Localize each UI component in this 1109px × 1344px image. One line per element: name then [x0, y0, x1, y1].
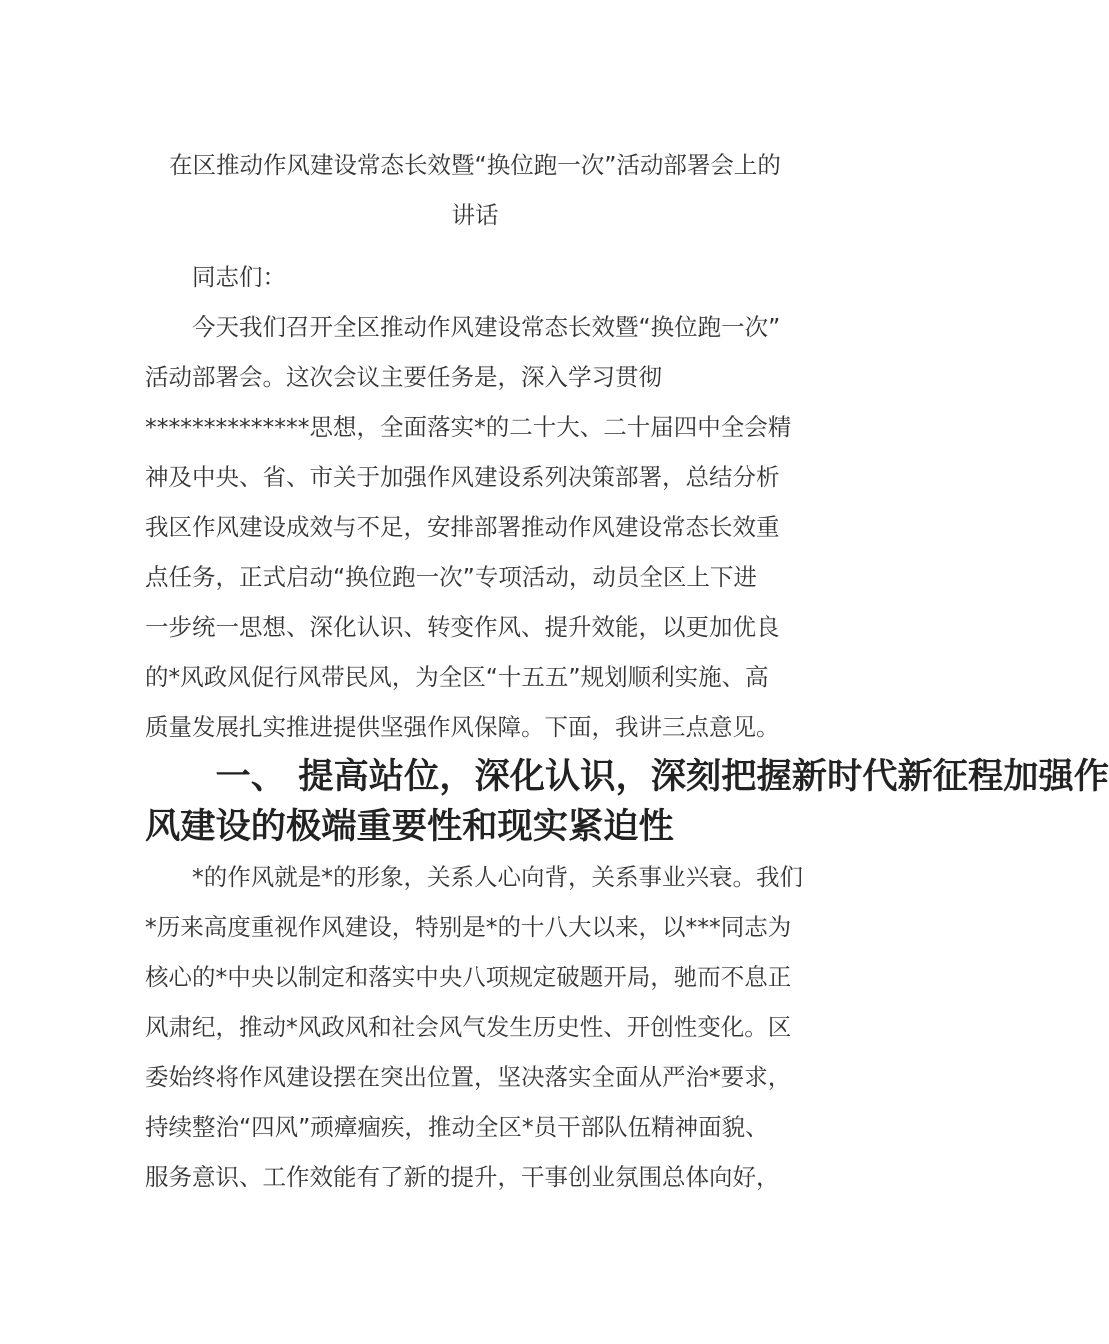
- section-heading: [145, 752, 1109, 852]
- paragraph-line: 委始终将作风建设摆在突出位置，坚决落实全面从严治*要求，: [145, 1063, 792, 1091]
- paragraph-line: *历来高度重视作风建设，特别是*的十八大以来，以***同志为: [145, 913, 792, 941]
- section-paragraph: [145, 852, 805, 1202]
- paragraph-line: 点任务，正式启动“换位跑一次”专项活动，动员全区上下进: [145, 563, 757, 591]
- paragraph-line: 核心的*中央以制定和落实中央八项规定破题开局，驰而不息正: [145, 963, 792, 991]
- intro-paragraph: [145, 302, 805, 752]
- heading-line: 一、 提高站位，深化认识，深刻把握新时代新征程加强作: [215, 756, 1109, 797]
- paragraph-line: 质量发展扎实推进提供坚强作风保障。下面，我讲三点意见。: [145, 713, 780, 741]
- document-title: [145, 140, 805, 240]
- paragraph-line: 的*风政风促行风带民风，为全区“十五五”规划顺利实施、高: [145, 663, 769, 691]
- title-line: 讲话: [451, 201, 499, 229]
- paragraph-line: 神及中央、省、市关于加强作风建设系列决策部署，总结分析: [145, 463, 780, 491]
- paragraph-line: 今天我们召开全区推动作风建设常态长效暨“换位跑一次”: [192, 313, 781, 341]
- paragraph-line: 我区作风建设成效与不足，安排部署推动作风建设常态长效重: [145, 513, 780, 541]
- paragraph-line: 一步统一思想、深化认识、转变作风、提升效能，以更加优良: [145, 613, 780, 641]
- paragraph-line: **************思想，全面落实*的二十大、二十届四中全会精: [145, 413, 792, 441]
- title-line: 在区推动作风建设常态长效暨“换位跑一次”活动部署会上的: [169, 151, 781, 179]
- salutation: 同志们：: [192, 263, 286, 291]
- paragraph-line: 风肃纪，推动*风政风和社会风气发生历史性、开创性变化。区: [145, 1013, 792, 1041]
- paragraph-line: *的作风就是*的形象，关系人心向背，关系事业兴衰。我们: [192, 863, 803, 891]
- document-body: [145, 140, 1109, 1202]
- paragraph-line: 服务意识、工作效能有了新的提升，干事创业氛围总体向好，: [145, 1163, 780, 1191]
- paragraph-line: 持续整治“四风”顽瘴痼疾，推动全区*员干部队伍精神面貌、: [145, 1113, 769, 1141]
- paragraph-line: 活动部署会。这次会议主要任务是，深入学习贯彻: [145, 363, 662, 391]
- heading-line: 风建设的极端重要性和现实紧迫性: [145, 806, 674, 847]
